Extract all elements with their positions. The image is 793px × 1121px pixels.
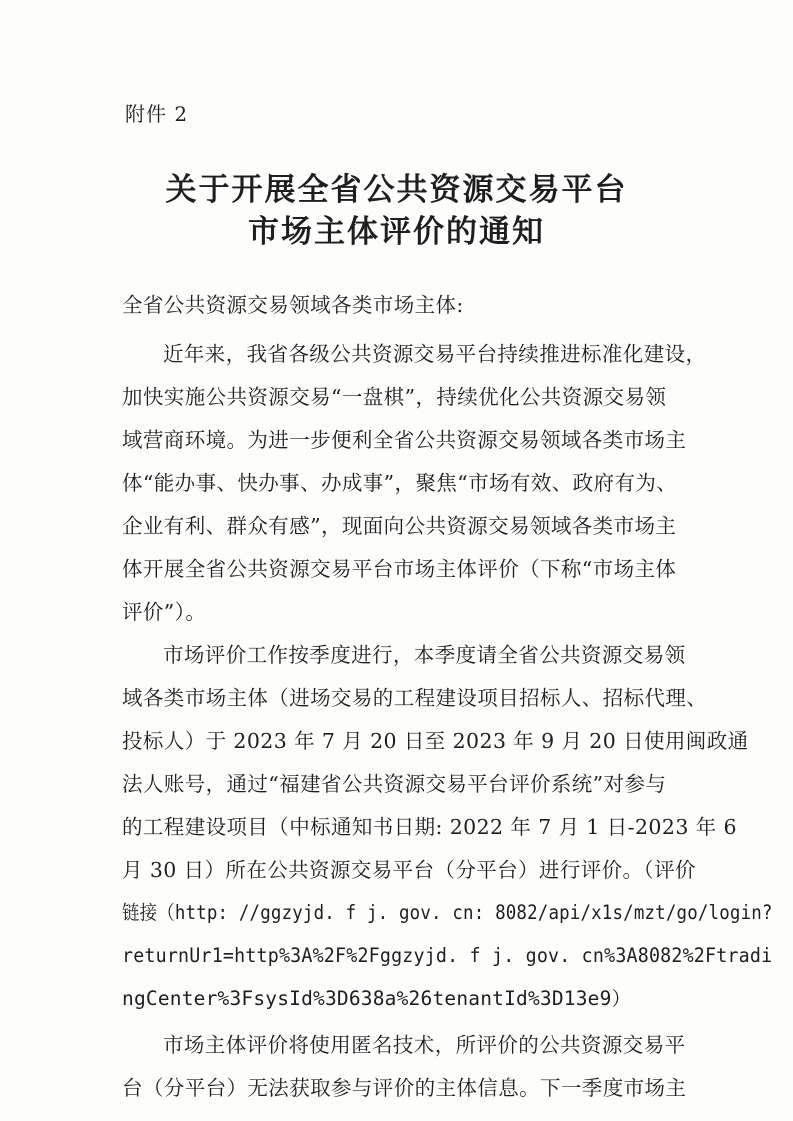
salutation: 全省公共资源交易领域各类市场主体: [122, 293, 464, 317]
body-line: 评价”）。 [122, 600, 207, 624]
evaluation-link-line: returnUr1=http%3A%2F%2Fggzyjd. f j. gov. cn%3A8082%2Ftradi [122, 944, 773, 967]
attachment-label: 附件 2 [125, 102, 189, 126]
body-line: 近年来，我省各级公共资源交易平台持续推进标准化建设， [163, 342, 707, 366]
body-line: 体开展全省公共资源交易平台市场主体评价（下称“市场主体 [122, 557, 677, 581]
body-line: 法人账号，通过“福建省公共资源交易平台评价系统”对参与 [122, 772, 667, 796]
body-line: 月 30 日）所在公共资源交易平台（分平台）进行评价。（评价 [122, 858, 696, 882]
body-line: 投标人）于 2023 年 7 月 20 日至 2023 年 9 月 20 日使用闽政通 [122, 729, 749, 753]
body-line: 企业有利、群众有感”，现面向公共资源交易领域各类市场主 [122, 514, 677, 538]
body-line: 域营商环境。为进一步便利全省公共资源交易领域各类市场主 [122, 428, 687, 452]
body-line: 加快实施公共资源交易“一盘棋”，持续优化公共资源交易领 [122, 385, 667, 409]
body-line: 域各类市场主体（进场交易的工程建设项目招标人、招标代理、 [122, 686, 708, 710]
body-line: 的工程建设项目（中标通知书日期: 2022 年 7 月 1 日-2023 年 6 [122, 815, 737, 839]
body-line: 市场评价工作按季度进行，本季度请全省公共资源交易领 [163, 643, 686, 667]
body-line: 台（分平台）无法获取参与评价的主体信息。下一季度市场主 [122, 1076, 687, 1100]
document-title-line-1: 关于开展全省公共资源交易平台 [165, 172, 628, 208]
document-title-line-2: 市场主体评价的通知 [248, 214, 545, 250]
body-line: 市场主体评价将使用匿名技术，所评价的公共资源交易平 [163, 1033, 686, 1057]
evaluation-link-line: 链接（http: //ggzyjd. f j. gov. cn: 8082/api/x1s/mzt/go/login? [122, 901, 773, 924]
body-line: 体“能办事、快办事、办成事”，聚焦“市场有效、政府有为、 [122, 471, 678, 495]
evaluation-link-line: ngCenter%3FsysId%3D638a%26tenantId%3D13e9） [122, 987, 632, 1010]
